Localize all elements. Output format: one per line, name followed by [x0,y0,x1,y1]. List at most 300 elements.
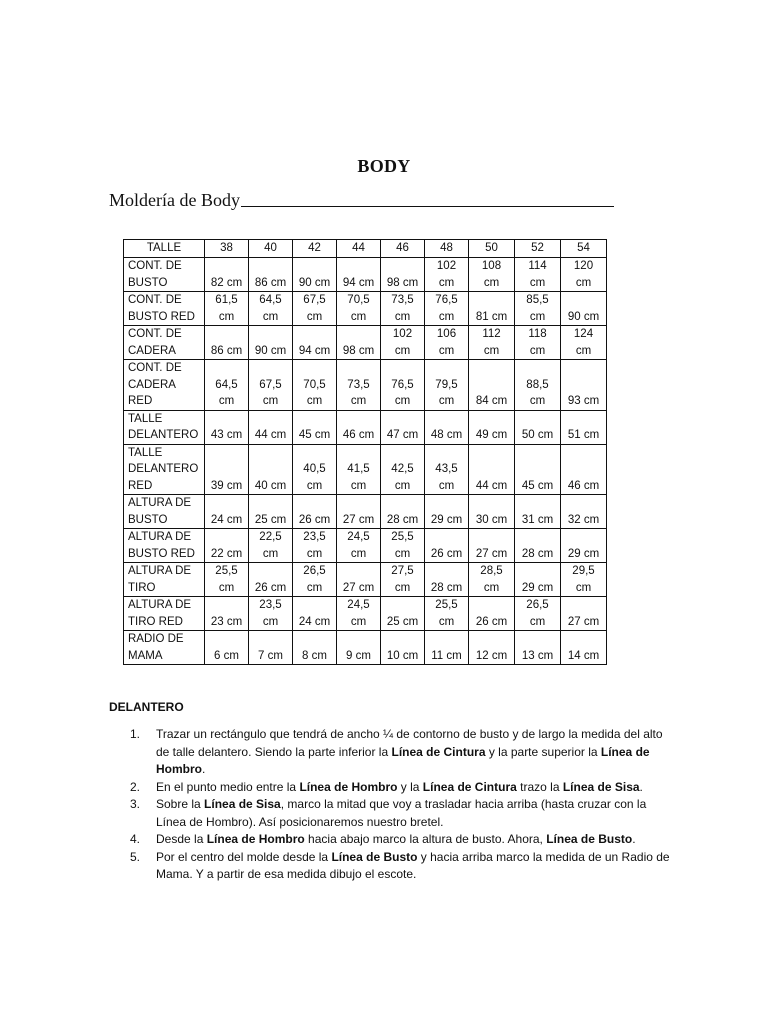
cell-value-line: cm [483,276,500,289]
cell-value-line: 10 cm [386,649,419,662]
row-label-line: DELANTERO [128,463,199,475]
table-body [124,258,607,665]
cell-value-line: 45 cm [521,479,554,492]
cell-value-line: cm [218,581,235,594]
cell-value-line: 26 cm [430,547,463,560]
cell-value-line: cm [529,310,546,323]
table-cell [425,563,469,597]
cell-value-line: 11 cm [431,649,462,662]
document-subtitle [109,190,614,211]
table-cell [337,292,381,326]
table-cell [515,360,561,411]
table-cell [561,495,607,529]
cell-value-line: 102 [392,328,413,340]
step-number: 3. [130,797,141,811]
cell-value-line: cm [529,615,546,628]
cell-value-line: 22 cm [210,547,243,560]
table-header-row [124,240,607,258]
document-title: BODY [357,156,411,176]
table-row [124,563,607,597]
step-text: Trazar un rectángulo que tendrá de ancho ¼ de contorno de busto y de largo la medida del alto de talle delantero. Siendo la parte inferior la [156,727,663,759]
cell-value-line: 23,5 [259,599,282,611]
step-term-bold: Línea de Busto [546,832,633,846]
header-cell-size: 42 [293,240,337,258]
cell-value-line: cm [394,310,411,323]
cell-value-line: 86 cm [210,344,243,357]
row-label [124,292,205,326]
table-cell [381,529,425,563]
cell-value-line: 76,5 [391,378,414,391]
cell-value-line: 70,5 [303,378,326,391]
row-label-line: RED [128,395,153,407]
cell-value-line: 28 cm [430,581,463,594]
instruction-list [130,726,670,884]
step-text: . [639,779,643,794]
cell-value-line: cm [218,395,235,407]
step-text: Desde la [156,832,207,846]
cell-value-line: 27 cm [475,547,508,560]
table-cell [469,597,515,631]
cell-value-line: 112 [482,328,501,340]
table-cell [205,410,249,444]
cell-value-line: 114 [528,260,547,272]
header-cell-size: 54 [561,240,607,258]
cell-value-line: 98 cm [342,344,375,357]
row-label [124,410,205,444]
subtitle-text: Moldería de Body [109,190,240,210]
table-cell [337,360,381,411]
table-cell [469,326,515,360]
row-label-line: TALLE [128,412,163,425]
table-cell [469,631,515,665]
table-cell [381,410,425,444]
step-term-bold: Línea de Hombro [206,832,305,846]
table-cell [337,597,381,631]
row-label [124,360,205,411]
row-label [124,495,205,529]
step-number: 1. [130,727,141,741]
cell-value-line: cm [575,344,592,357]
table-cell [337,631,381,665]
row-label [124,444,205,495]
size-chart-table [123,239,607,665]
cell-value-line: cm [575,581,592,594]
table-cell [249,444,293,495]
cell-value-line: 46 cm [342,429,375,441]
table-cell [205,360,249,411]
cell-value-line: 30 cm [475,513,508,526]
table-cell [515,292,561,326]
table-cell [337,529,381,563]
table-cell [561,529,607,563]
cell-value-line: cm [529,276,546,289]
cell-value-line: cm [438,344,455,357]
table-cell [469,360,515,411]
table-cell [293,292,337,326]
cell-value-line: 90 cm [298,276,331,289]
cell-value-line: 13 cm [521,649,554,662]
table-cell [381,326,425,360]
cell-value-line: cm [438,479,455,492]
cell-value-line: 29 cm [430,513,463,526]
cell-value-line: 27 cm [567,615,600,628]
cell-value-line: cm [438,615,455,628]
row-label-line: RADIO DE [128,633,184,645]
cell-value-line: cm [350,395,367,407]
row-label [124,631,205,665]
cell-value-line: cm [483,581,500,594]
table-row [124,495,607,529]
table-cell [561,631,607,665]
header-cell-size: 44 [337,240,381,258]
row-label-line: TALLE [128,446,163,459]
cell-value-line: 24 cm [298,615,331,628]
cell-value-line: cm [394,344,411,357]
step-text: Por el centro del molde desde la [156,849,332,864]
cell-value-line: 25,5 [435,599,458,611]
table-cell [469,410,515,444]
cell-value-line: 90 cm [254,344,287,357]
step-text: y la [397,779,423,794]
row-label-line: CONT. DE [128,260,182,272]
header-cell-size: 50 [469,240,515,258]
cell-value-line: 14 cm [567,649,600,662]
table-cell [249,292,293,326]
table-cell [469,529,515,563]
table-cell [205,563,249,597]
table-cell [381,444,425,495]
table-cell [205,292,249,326]
cell-value-line: 94 cm [342,276,375,289]
cell-value-line: 41,5 [347,463,370,475]
step-term-bold: Línea de Sisa [204,797,281,811]
row-label-line: DELANTERO [128,429,199,441]
cell-value-line: 47 cm [386,429,419,441]
row-label-line: TIRO RED [128,615,183,628]
table-cell [293,563,337,597]
cell-value-line: 84 cm [475,395,508,407]
table-row [124,444,607,495]
step-text: y la parte superior la [485,744,601,759]
table-cell [205,326,249,360]
table-cell [249,529,293,563]
cell-value-line: cm [262,395,279,407]
table-cell [425,326,469,360]
step-number: 4. [130,832,141,846]
table-cell [249,495,293,529]
row-label-line: ALTURA DE [128,599,192,611]
cell-value-line: 90 cm [567,310,600,323]
table-cell [515,529,561,563]
table-cell [425,597,469,631]
table-cell [515,258,561,292]
table-cell [337,326,381,360]
table-cell [425,410,469,444]
table-cell [515,326,561,360]
row-label [124,258,205,292]
cell-value-line: 32 cm [567,513,600,526]
table-row [124,410,607,444]
header-cell-talle: TALLE [124,240,205,258]
cell-value-line: 49 cm [475,429,508,441]
cell-value-line: 23,5 [303,531,326,543]
cell-value-line: cm [350,615,367,628]
cell-value-line: 82 cm [210,276,243,289]
step-term-bold: Línea de Hombro [299,779,398,794]
row-label-line: BUSTO RED [128,547,195,560]
cell-value-line: 67,5 [259,378,282,391]
cell-value-line: 9 cm [346,649,371,662]
table-cell [381,360,425,411]
table-cell [561,360,607,411]
cell-value-line: 26 cm [475,615,508,628]
table-row [124,360,607,411]
cell-value-line: cm [350,479,367,492]
table-cell [337,563,381,597]
table-cell [469,258,515,292]
cell-value-line: 46 cm [567,479,600,492]
cell-value-line: 44 cm [254,429,287,441]
table-cell [469,292,515,326]
table-cell [205,495,249,529]
table-cell [425,529,469,563]
cell-value-line: cm [483,344,500,357]
row-label-line: BUSTO [128,276,168,289]
table-cell [515,631,561,665]
row-label-line: CADERA [128,344,176,357]
cell-value-line: 108 [481,260,502,272]
table-cell [515,495,561,529]
cell-value-line: 86 cm [254,276,287,289]
cell-value-line: 102 [436,260,457,272]
table-cell [515,410,561,444]
cell-value-line: 40 cm [254,479,287,492]
cell-value-line: cm [306,581,323,594]
cell-value-line: cm [529,344,546,357]
cell-value-line: 26 cm [254,581,287,594]
cell-value-line: 24 cm [210,513,243,526]
cell-value-line: 29,5 [572,565,595,577]
step-text: . [202,762,206,776]
cell-value-line: 8 cm [302,649,327,662]
cell-value-line: 23 cm [210,615,243,628]
table-row [124,597,607,631]
cell-value-line: 85,5 [526,294,549,306]
table-cell [425,444,469,495]
cell-value-line: 94 cm [298,344,331,357]
step-number: 5. [130,849,141,864]
cell-value-line: 25 cm [254,513,287,526]
cell-value-line: 27 cm [342,513,375,526]
cell-value-line: cm [394,547,411,560]
table-cell [561,410,607,444]
header-cell-size: 48 [425,240,469,258]
cell-value-line: cm [262,310,279,323]
table-cell [249,410,293,444]
cell-value-line: 106 [436,328,457,340]
table-cell [469,495,515,529]
cell-value-line: 51 cm [567,429,600,441]
table-row [124,529,607,563]
cell-value-line: 31 cm [521,513,554,526]
cell-value-line: 70,5 [347,294,370,306]
instruction-step [130,831,670,849]
row-label-line: MAMA [128,649,163,662]
row-label [124,529,205,563]
step-term-bold: Línea de Sisa [562,779,640,794]
cell-value-line: 93 cm [567,395,600,407]
cell-value-line: cm [306,547,323,560]
row-label-line: RED [128,479,153,492]
table-cell [561,444,607,495]
table-cell [205,444,249,495]
table-cell [293,529,337,563]
table-cell [205,258,249,292]
table-cell [337,410,381,444]
table-cell [293,258,337,292]
step-text: trazo la [516,779,563,794]
section-heading: DELANTERO [109,700,184,714]
table-cell [381,597,425,631]
table-cell [425,631,469,665]
table-cell [205,597,249,631]
table-cell [561,292,607,326]
table-cell [293,597,337,631]
table-cell [293,444,337,495]
cell-value-line: cm [306,395,323,407]
row-label [124,326,205,360]
table-row [124,258,607,292]
cell-value-line: 76,5 [435,294,458,306]
row-label-line: CONT. DE [128,294,182,306]
table-row [124,326,607,360]
cell-value-line: cm [394,581,411,594]
row-label-line: CONT. DE [128,362,182,374]
row-label-line: ALTURA DE [128,497,192,509]
table-cell [469,563,515,597]
table-cell [469,444,515,495]
cell-value-line: 27,5 [391,565,414,577]
cell-value-line: 73,5 [347,378,370,391]
cell-value-line: 79,5 [435,378,458,391]
cell-value-line: cm [575,276,592,289]
cell-value-line: 81 cm [475,310,508,323]
cell-value-line: 26,5 [526,599,549,611]
step-term-bold: Línea de Cintura [422,779,517,794]
step-text: y hacia arriba marco la medida de un Radio de Mama. Y a partir de esa medida dibujo el escote. [156,849,670,881]
cell-value-line: cm [350,547,367,560]
cell-value-line: 28 cm [386,513,419,526]
table-cell [425,292,469,326]
cell-value-line: 42,5 [391,463,414,475]
row-label-line: BUSTO RED [128,310,195,323]
cell-value-line: 88,5 [526,378,549,391]
cell-value-line: 28 cm [521,547,554,560]
cell-value-line: 118 [528,328,547,340]
row-label-line: BUSTO [128,513,168,526]
cell-value-line: 39 cm [210,479,243,492]
cell-value-line: cm [218,310,235,323]
instruction-step [130,726,670,779]
row-label-line: ALTURA DE [128,565,192,577]
cell-value-line: 24,5 [347,531,370,543]
cell-value-line: 98 cm [386,276,419,289]
step-text: En el punto medio entre la [156,779,300,794]
header-cell-size: 40 [249,240,293,258]
table-cell [561,597,607,631]
cell-value-line: 29 cm [567,547,600,560]
table-cell [293,631,337,665]
row-label-line: CONT. DE [128,328,182,340]
row-label [124,597,205,631]
cell-value-line: 45 cm [298,429,331,441]
table-cell [249,258,293,292]
cell-value-line: cm [529,395,546,407]
cell-value-line: 61,5 [215,294,238,306]
table-cell [249,360,293,411]
cell-value-line: 64,5 [215,378,238,391]
cell-value-line: cm [306,310,323,323]
table-cell [337,495,381,529]
table-cell [425,360,469,411]
cell-value-line: 43,5 [435,463,458,475]
table-cell [561,326,607,360]
row-label-line: ALTURA DE [128,531,192,543]
table-cell [425,258,469,292]
step-text: , marco la mitad que voy a trasladar hacia arriba (hasta cruzar con la Línea de Hombro). Así posicionaremos nuestro bretel. [156,797,647,829]
cell-value-line: 28,5 [480,565,503,577]
table-cell [249,597,293,631]
table-cell [381,292,425,326]
step-term-bold: Línea de Cintura [391,744,486,759]
cell-value-line: 29 cm [521,581,554,594]
cell-value-line: 25,5 [391,531,414,543]
table-cell [515,597,561,631]
cell-value-line: cm [438,395,455,407]
subtitle-underline [241,206,614,207]
cell-value-line: 25,5 [215,565,238,577]
table-cell [337,258,381,292]
header-cell-size: 46 [381,240,425,258]
cell-value-line: cm [394,395,411,407]
table-cell [249,326,293,360]
header-cell-size: 52 [515,240,561,258]
table-cell [293,326,337,360]
cell-value-line: 64,5 [259,294,282,306]
table-cell [515,444,561,495]
table-cell [381,258,425,292]
header-cell-size: 38 [205,240,249,258]
cell-value-line: 24,5 [347,599,370,611]
table-cell [561,258,607,292]
table-cell [293,410,337,444]
table-cell [515,563,561,597]
table-row [124,292,607,326]
cell-value-line: 120 [573,260,594,272]
table-cell [381,563,425,597]
cell-value-line: 22,5 [259,531,282,543]
table-cell [425,495,469,529]
cell-value-line: cm [306,479,323,492]
table-row [124,631,607,665]
row-label-line: CADERA [128,378,176,391]
step-text: Sobre la [156,797,205,811]
table-cell [293,360,337,411]
cell-value-line: cm [394,479,411,492]
cell-value-line: 73,5 [391,294,414,306]
row-label [124,563,205,597]
cell-value-line: cm [262,615,279,628]
